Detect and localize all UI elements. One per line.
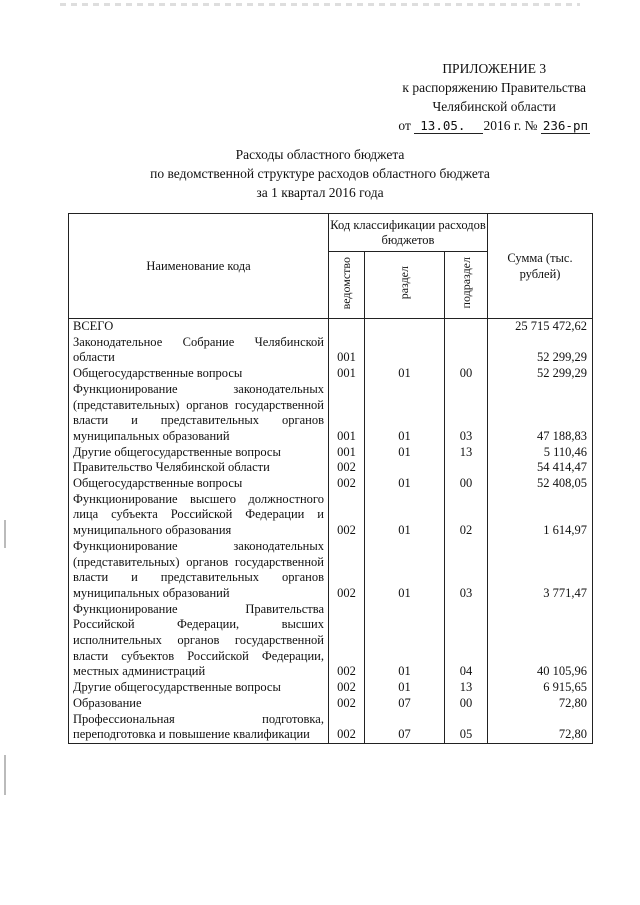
- row-sum: 40 105,96: [488, 602, 593, 681]
- row-razdel: 01: [365, 445, 445, 461]
- row-name: Функционирование законодательных (представительных) органов государственной власти и представительных органов муниципальных образований: [69, 539, 329, 602]
- row-name: Общегосударственные вопросы: [69, 476, 329, 492]
- header-sum: Сумма (тыс. рублей): [488, 214, 593, 319]
- row-name: Правительство Челябинской области: [69, 460, 329, 476]
- table-row: [69, 712, 593, 744]
- row-podrazdel: 02: [445, 492, 488, 539]
- table-row: [69, 445, 593, 461]
- row-sum: 1 614,97: [488, 492, 593, 539]
- scan-artifact-left: [4, 520, 6, 548]
- table-row: [69, 460, 593, 476]
- scan-artifact-left: [4, 755, 6, 795]
- row-razdel: [365, 335, 445, 366]
- row-ved: 002: [329, 476, 365, 492]
- row-sum: 52 408,05: [488, 476, 593, 492]
- row-ved: 001: [329, 382, 365, 445]
- row-ved: 002: [329, 680, 365, 696]
- row-podrazdel: 03: [445, 382, 488, 445]
- appendix-label: ПРИЛОЖЕНИЕ 3: [442, 61, 547, 76]
- table-body: [69, 319, 593, 744]
- header-code-group: Код классификации расходов бюджетов: [329, 214, 488, 252]
- header-name: Наименование кода: [69, 214, 329, 319]
- table-row: [69, 476, 593, 492]
- budget-table: [68, 213, 593, 744]
- row-podrazdel: 13: [445, 445, 488, 461]
- row-podrazdel: 00: [445, 696, 488, 712]
- row-sum: 54 414,47: [488, 460, 593, 476]
- row-sum: 72,80: [488, 696, 593, 712]
- row-ved: 002: [329, 539, 365, 602]
- row-name: Функционирование высшего должностного лица субъекта Российской Федерации и муниципального образования: [69, 492, 329, 539]
- row-razdel: 01: [365, 680, 445, 696]
- region-name: Челябинской области: [432, 99, 556, 114]
- table-row: [69, 680, 593, 696]
- row-podrazdel: [445, 319, 488, 335]
- row-name: Законодательное Собрание Челябинской области: [69, 335, 329, 366]
- decree-date-line: [398, 116, 590, 135]
- row-sum: 5 110,46: [488, 445, 593, 461]
- row-podrazdel: 00: [445, 476, 488, 492]
- row-ved: [329, 319, 365, 335]
- title-line-1: Расходы областного бюджета: [235, 147, 405, 162]
- row-podrazdel: 05: [445, 712, 488, 744]
- title-line-2: по ведомственной структуре расходов областного бюджета: [150, 166, 490, 181]
- title-line-3: за 1 квартал 2016 года: [256, 185, 384, 200]
- row-sum: 25 715 472,62: [488, 319, 593, 335]
- row-podrazdel: 04: [445, 602, 488, 681]
- row-podrazdel: 13: [445, 680, 488, 696]
- decree-year: 2016 г. №: [483, 118, 538, 133]
- row-razdel: 01: [365, 539, 445, 602]
- row-razdel: [365, 460, 445, 476]
- table-row: [69, 335, 593, 366]
- row-podrazdel: 00: [445, 366, 488, 382]
- document-title: [0, 145, 640, 202]
- table-row: [69, 382, 593, 445]
- row-razdel: 07: [365, 712, 445, 744]
- row-podrazdel: 03: [445, 539, 488, 602]
- row-name: Другие общегосударственные вопросы: [69, 680, 329, 696]
- row-sum: 72,80: [488, 712, 593, 744]
- decree-date: 13.05.: [414, 118, 483, 134]
- table-row: [69, 696, 593, 712]
- row-ved: 002: [329, 696, 365, 712]
- row-name: Образование: [69, 696, 329, 712]
- header-ved: ведомство: [329, 252, 365, 319]
- row-ved: 001: [329, 335, 365, 366]
- row-razdel: 01: [365, 476, 445, 492]
- table-row: [69, 602, 593, 681]
- row-sum: 6 915,65: [488, 680, 593, 696]
- row-name: Другие общегосударственные вопросы: [69, 445, 329, 461]
- row-razdel: 01: [365, 602, 445, 681]
- decree-number: 236-рп: [542, 118, 588, 133]
- table-row: [69, 539, 593, 602]
- row-sum: 52 299,29: [488, 335, 593, 366]
- row-razdel: 01: [365, 492, 445, 539]
- row-ved: 001: [329, 445, 365, 461]
- row-ved: 001: [329, 366, 365, 382]
- row-name: Функционирование законодательных (представительных) органов государственной власти и представительных органов муниципальных образований: [69, 382, 329, 445]
- row-sum: 52 299,29: [488, 366, 593, 382]
- row-razdel: 01: [365, 366, 445, 382]
- row-ved: 002: [329, 460, 365, 476]
- row-podrazdel: [445, 335, 488, 366]
- row-name: ВСЕГО: [69, 319, 329, 335]
- header-podrazdel: подраздел: [445, 252, 488, 319]
- row-name: Профессиональная подготовка, переподготовка и повышение квалификации: [69, 712, 329, 744]
- decree-ref: к распоряжению Правительства: [402, 80, 587, 95]
- date-prefix: от: [398, 118, 411, 133]
- header-razdel: раздел: [365, 252, 445, 319]
- row-ved: 002: [329, 712, 365, 744]
- row-sum: 3 771,47: [488, 539, 593, 602]
- scan-artifact-top: [60, 3, 580, 6]
- row-razdel: [365, 319, 445, 335]
- row-ved: 002: [329, 602, 365, 681]
- table-row: [69, 319, 593, 335]
- row-razdel: 07: [365, 696, 445, 712]
- row-name: Общегосударственные вопросы: [69, 366, 329, 382]
- approval-block: [398, 59, 590, 135]
- row-podrazdel: [445, 460, 488, 476]
- row-name: Функционирование Правительства Российской Федерации, высших исполнительных органов государственной власти субъектов Российской Федерации, местных администраций: [69, 602, 329, 681]
- row-sum: 47 188,83: [488, 382, 593, 445]
- table-row: [69, 366, 593, 382]
- table-row: [69, 492, 593, 539]
- row-razdel: 01: [365, 382, 445, 445]
- row-ved: 002: [329, 492, 365, 539]
